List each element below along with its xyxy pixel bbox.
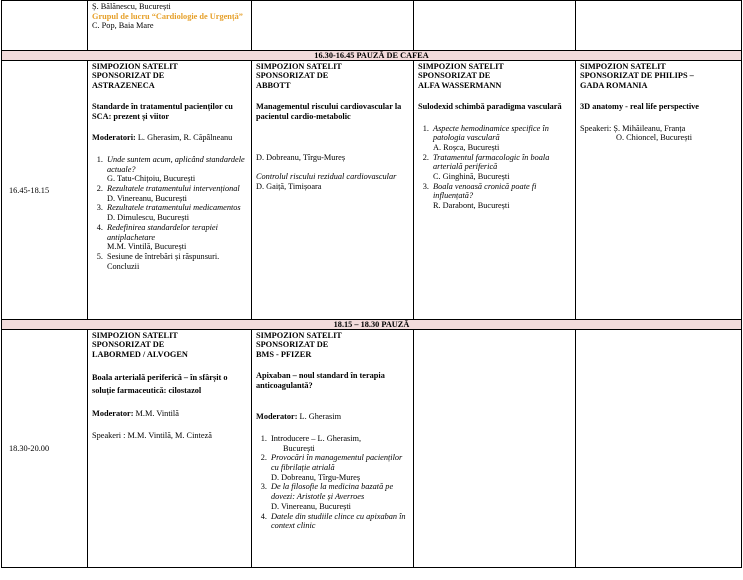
list-item <box>105 155 248 184</box>
coffee-break-row <box>2 51 742 61</box>
talk-title: Unde suntem acum, aplicând standardele actuale? <box>107 154 245 174</box>
talk-title: Tratamentul farmacologic în boala arterială periferică <box>433 152 550 172</box>
break-row <box>2 320 742 330</box>
row2-empty-cell-1 <box>414 330 576 568</box>
header-line: SPONSORIZAT DE <box>418 71 491 81</box>
sponsor-name: GADA ROMANIA <box>580 80 648 90</box>
sponsor-name: LABORMED / ALVOGEN <box>92 349 188 359</box>
talk-title: Rezultatele tratamentului intervențional <box>107 184 240 194</box>
moderator-label: Moderatori: <box>92 133 136 143</box>
speakers <box>92 431 248 441</box>
session-title: Managementul riscului cardiovascular la pacientul cardio-metabolic <box>256 101 402 121</box>
list-item <box>105 223 248 252</box>
talk-title: De la filosofie la medicina bazată pe dovezi: Aristotle și Averroes <box>271 482 394 502</box>
list-item <box>105 184 248 203</box>
list-item <box>431 124 572 153</box>
header-line: SIMPOZION SATELIT <box>418 62 504 71</box>
session-row-1 <box>2 61 742 320</box>
header-line: SIMPOZION SATELIT <box>256 62 342 71</box>
bms-pfizer-session <box>252 330 414 568</box>
header-line: SPONSORIZAT DE PHILIPS – <box>580 71 694 81</box>
astrazeneca-header <box>92 62 248 90</box>
top-empty-cell-2 <box>414 1 576 51</box>
speakers <box>580 124 738 134</box>
moderator-label: Moderator: <box>92 409 134 419</box>
speakers-label: Speakeri: <box>580 123 612 133</box>
talk-title: Controlul riscului rezidual cardiovascular <box>256 171 397 181</box>
session-row-2 <box>2 330 742 568</box>
speakers-label: Speakeri : <box>92 431 126 441</box>
talk-speaker: București <box>283 443 315 453</box>
time-slot-1: 16.45-18.15 <box>2 61 88 320</box>
talk-title: Datele din studiile clince cu apixaban în context clinic <box>271 511 406 531</box>
row2-empty-cell-2 <box>576 330 742 568</box>
talk-title: Provocări în managementul pacienților cu fibrilație atrială <box>271 453 403 473</box>
header-line: SPONSORIZAT DE <box>256 71 329 81</box>
working-group-name: Grupul de lucru “Cardiologie de Urgență” <box>92 11 243 21</box>
wassermann-header <box>418 62 572 90</box>
speaker-1: D. Dobreanu, Tîrgu-Mureș <box>256 153 346 163</box>
talk-title: Redefinirea standardelor terapiei antiplachetare <box>107 222 218 242</box>
moderator-label: Moderator: <box>256 412 298 422</box>
moderator-names: L. Gherasim, R. Căpâlneanu <box>137 133 233 143</box>
top-line-1: Ș. Bălănescu, București <box>92 2 171 11</box>
abbott-session <box>252 61 414 320</box>
list-item <box>431 153 572 182</box>
list-item <box>105 203 248 222</box>
abbott-header <box>256 62 410 90</box>
talk-title: Aspecte hemodinamice specifice în patologia vasculară <box>433 123 549 143</box>
session-title: Boala arterială periferică – în sfârșit o soluție farmaceutică: cilostazol <box>92 372 228 396</box>
talk-speaker: A. Roșca, București <box>433 142 500 152</box>
moderator-names: L. Gherasim <box>299 412 342 422</box>
moderator-names: M.M. Vintilă <box>135 409 179 419</box>
speaker-2: O. Chioncel, București <box>616 133 693 143</box>
header-line: SPONSORIZAT DE <box>92 340 165 350</box>
talk-list <box>418 124 572 211</box>
talk-speaker: D. Dobreanu, Tîrgu-Mureș <box>271 472 361 482</box>
session-title: 3D anatomy - real life perspective <box>580 101 699 111</box>
talk-title: Boala venoasă cronică poate fi influențată? <box>433 181 537 201</box>
philips-header <box>580 62 738 90</box>
list-item <box>431 182 572 211</box>
header-line: SPONSORIZAT DE <box>256 340 329 350</box>
list-item <box>105 252 248 271</box>
talk-speaker: D. Dimulescu, București <box>107 213 190 223</box>
moderators <box>92 133 248 143</box>
talk-speaker: C. Ginghină, București <box>433 172 510 182</box>
talk-list <box>92 155 248 271</box>
session-title: Sulodexid schimbă paradigma vasculară <box>418 101 562 111</box>
speaker-2: D. Gaiță, Timișoara <box>256 181 322 191</box>
top-empty-cell-3 <box>576 1 742 51</box>
list-item <box>269 434 410 453</box>
sponsor-name: BMS - PFIZER <box>256 349 312 359</box>
talk-speaker: R. Darabont, București <box>433 201 510 211</box>
list-item <box>269 482 410 511</box>
header-line: SIMPOZION SATELIT <box>92 331 178 340</box>
talk-title: Introducere – L. Gherasim, <box>271 433 362 443</box>
time-slot-2: 18.30-20.00 <box>2 330 88 568</box>
talk-speaker: D. Vinereanu, București <box>271 501 351 511</box>
astrazeneca-session <box>88 61 252 320</box>
break-label: 18.15 – 18.30 PAUZĂ <box>2 320 742 330</box>
header-line: SIMPOZION SATELIT <box>580 62 666 71</box>
bms-header <box>256 331 410 359</box>
session-title: Standarde în tratamentul pacienților cu SCA: prezent și viitor <box>92 101 233 121</box>
header-line: SIMPOZION SATELIT <box>256 331 342 340</box>
talk-list <box>256 434 410 531</box>
philips-session <box>576 61 742 320</box>
program-table <box>1 0 742 568</box>
sponsor-name: ALFA WASSERMANN <box>418 80 502 90</box>
session-title: Apixaban – noul standard în terapia anticoagulantă? <box>256 370 385 390</box>
list-item <box>269 512 410 531</box>
talk-speaker: G. Tatu-Chițoiu, București <box>107 174 196 184</box>
header-line: SIMPOZION SATELIT <box>92 62 178 71</box>
top-time-cell <box>2 1 88 51</box>
top-session-cell <box>88 1 252 51</box>
header-line: SPONSORIZAT DE <box>92 71 165 81</box>
top-empty-cell-1 <box>252 1 414 51</box>
speaker-1: Ș. Mihăileanu, Franța <box>613 123 686 133</box>
talk-speaker: D. Vinereanu, București <box>107 193 187 203</box>
alfa-wassermann-session <box>414 61 576 320</box>
top-line-3: C. Pop, Baia Mare <box>92 21 154 31</box>
labormed-session <box>88 330 252 568</box>
talk-title: Rezultatele tratamentului medicamentos <box>107 203 241 213</box>
labormed-header <box>92 331 248 359</box>
moderator <box>92 409 248 419</box>
talk-speaker: M.M. Vintilă, București <box>107 242 187 252</box>
moderator <box>256 412 410 422</box>
talk-title: Sesiune de întrebări și răspunsuri. Concluzii <box>107 251 220 271</box>
sponsor-name: ABBOTT <box>256 80 291 90</box>
list-item <box>269 453 410 482</box>
coffee-break-label: 16.30-16.45 PAUZĂ DE CAFEA <box>2 51 742 61</box>
sponsor-name: ASTRAZENECA <box>92 80 155 90</box>
speaker-names: M.M. Vintilă, M. Cinteză <box>127 431 212 441</box>
top-row <box>2 1 742 51</box>
